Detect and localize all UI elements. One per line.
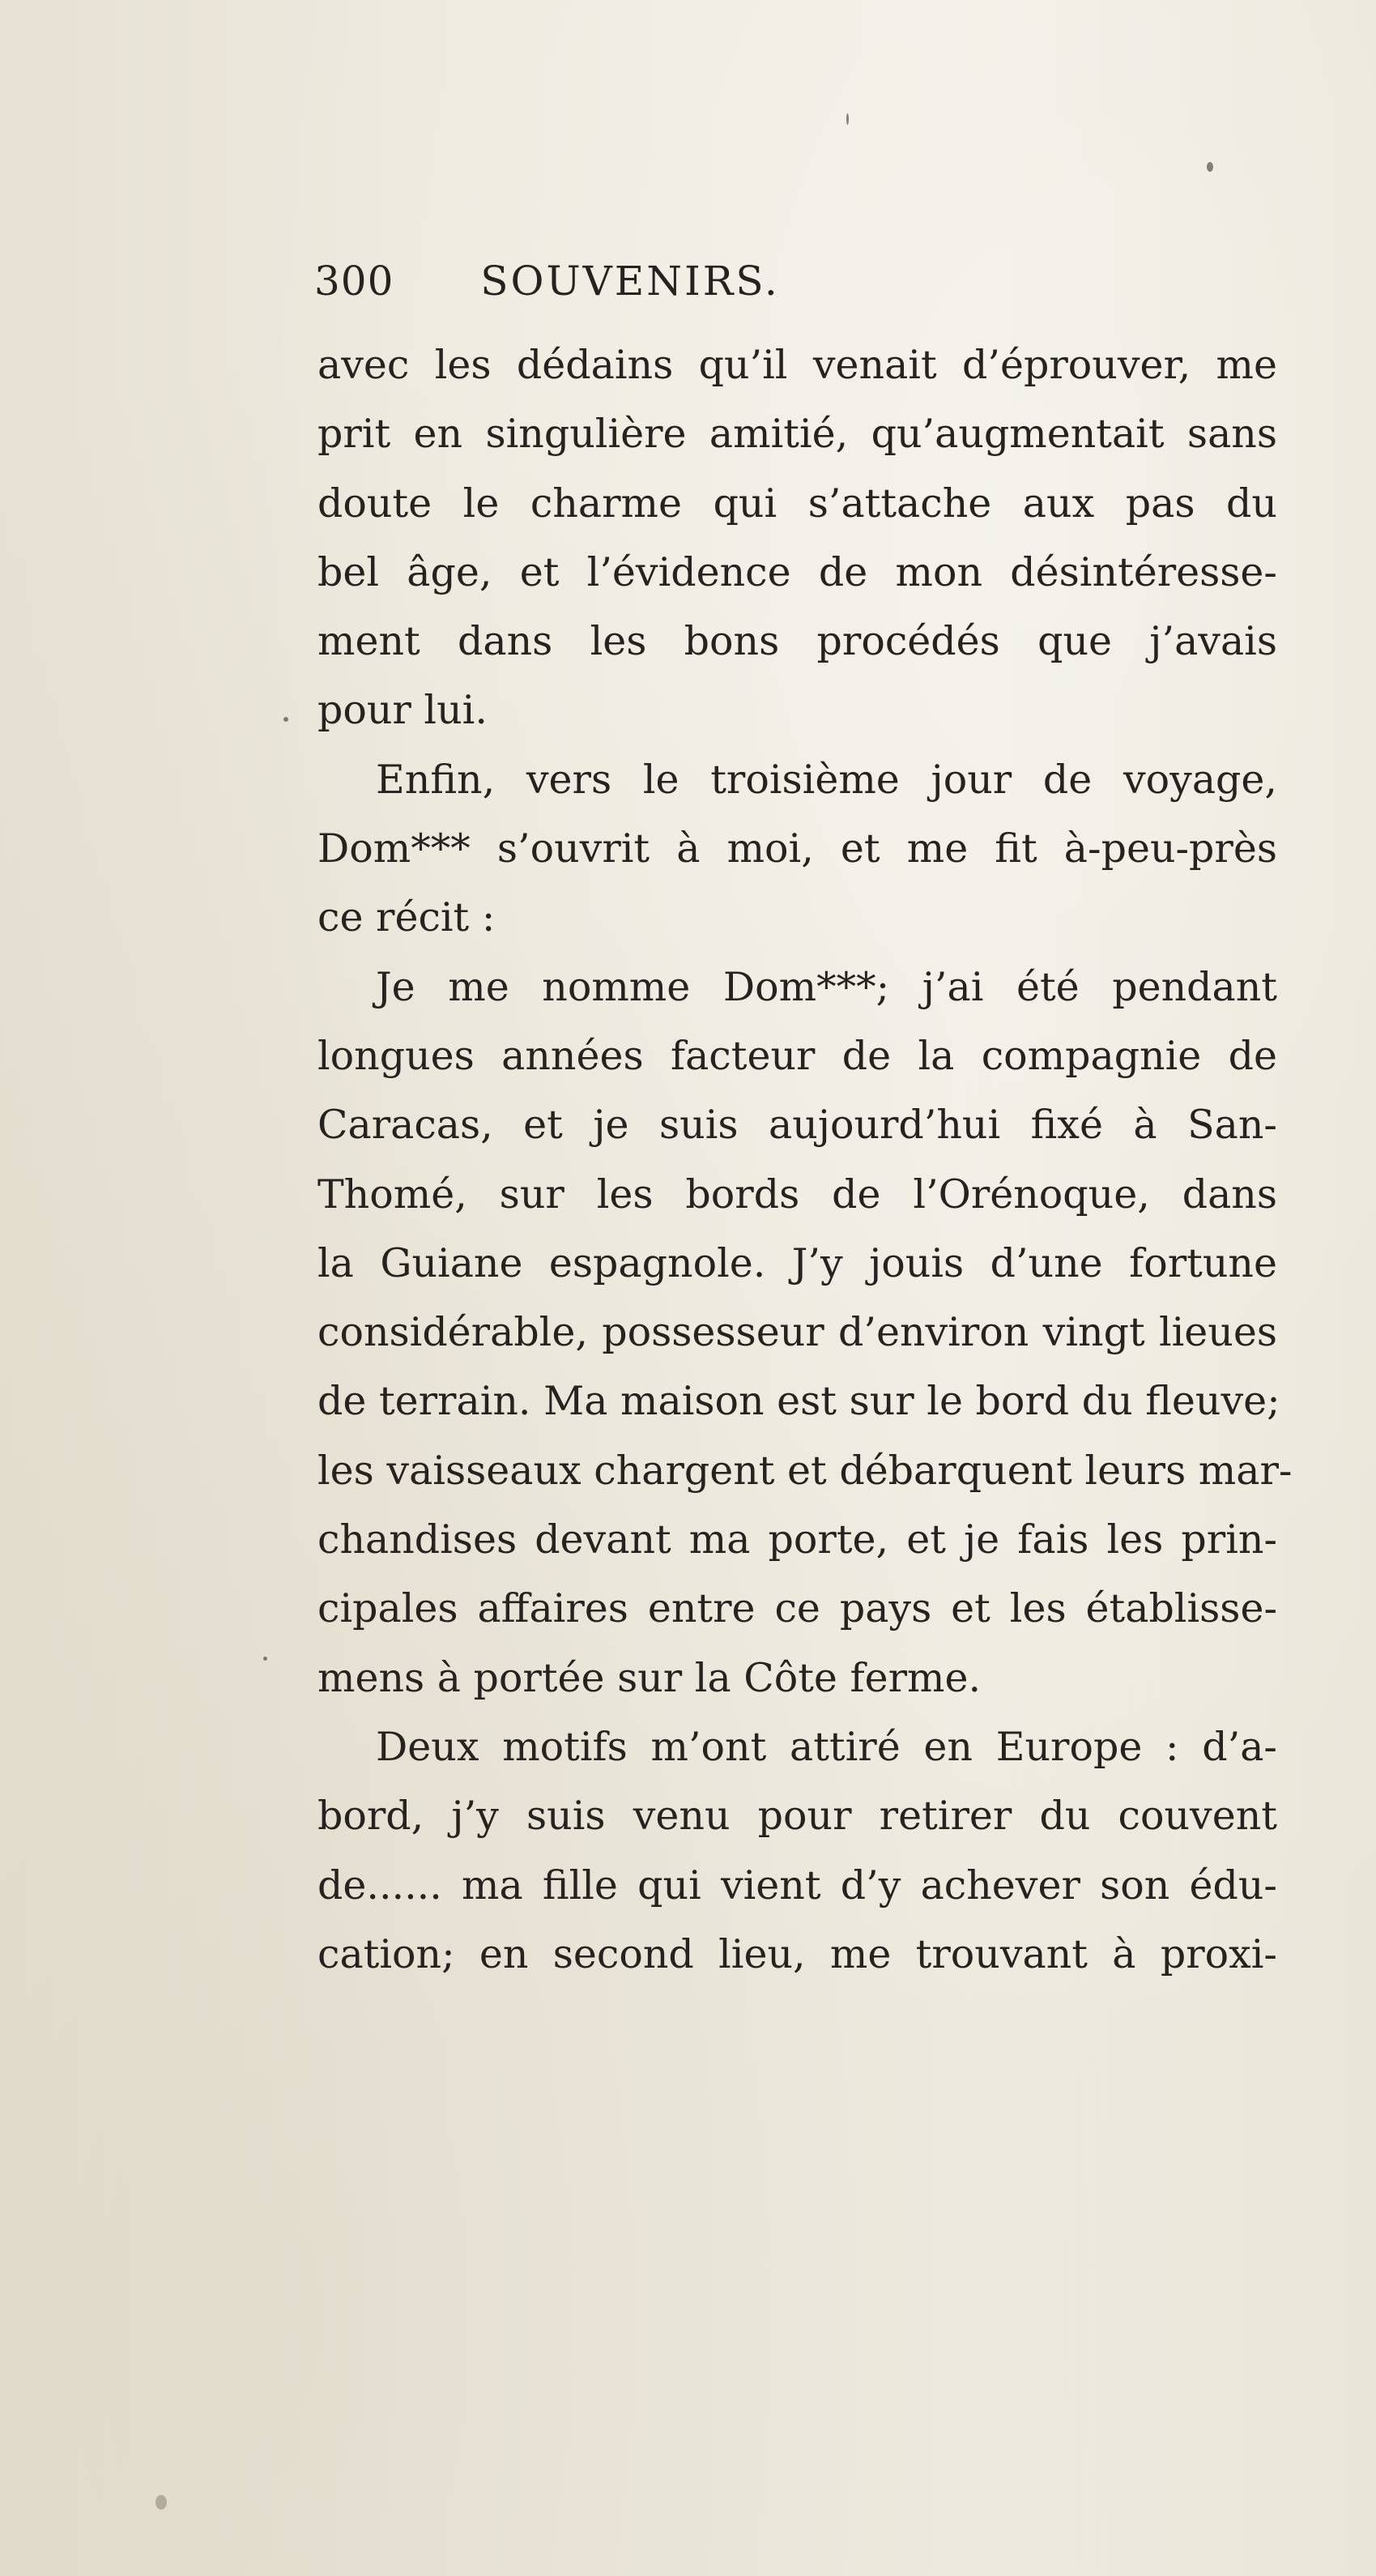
text-line: longues années facteur de la compagnie de [317, 1032, 1277, 1079]
paragraph-4 [317, 1712, 1277, 1989]
text-line: ce récit : [317, 894, 496, 941]
text-line: la Guiane espagnole. J’y jouis d’une fortune [317, 1239, 1277, 1286]
paragraph-2 [317, 745, 1277, 953]
text-line: doute le charme qui s’attache aux pas du [317, 480, 1277, 527]
text-line: Deux motifs m’ont attiré en Europe : d’a- [376, 1723, 1277, 1770]
text-line: de terrain. Ma maison est sur le bord du fleuve; [317, 1378, 1280, 1425]
text-line: considérable, possesseur d’environ vingt lieues [317, 1309, 1277, 1356]
text-line: les vaisseaux chargent et débarquent leurs mar- [317, 1447, 1293, 1494]
text-line: bord, j’y suis venu pour retirer du couvent [317, 1793, 1277, 1840]
text-line: chandises devant ma porte, et je fais les prin- [317, 1516, 1277, 1563]
text-line: Je me nomme Dom***; j’ai été pendant [376, 963, 1277, 1010]
paragraph-3 [317, 953, 1293, 1712]
paper-speck [155, 2495, 167, 2510]
text-line: Dom*** s’ouvrit à moi, et me fit à-peu-près [317, 825, 1277, 872]
paper-speck [283, 717, 288, 722]
text-line: bel âge, et l’évidence de mon désintéresse- [317, 548, 1277, 595]
text-line: ment dans les bons procédés que j’avais [317, 618, 1277, 665]
text-line: pour lui. [317, 687, 488, 734]
paper-speck [1207, 162, 1213, 172]
text-line: de...... ma fille qui vient d’y achever son édu- [317, 1862, 1277, 1909]
text-line: Enfin, vers le troisième jour de voyage, [376, 756, 1277, 803]
paper-speck [846, 113, 849, 125]
text-line: mens à portée sur la Côte ferme. [317, 1654, 982, 1701]
running-title: SOUVENIRS. [480, 258, 780, 305]
text-line: cipales affaires entre ce pays et les établisse- [317, 1585, 1277, 1632]
body-text [317, 331, 1293, 1989]
text-line: Thomé, sur les bords de l’Orénoque, dans [317, 1171, 1277, 1218]
paper-speck [263, 1657, 267, 1661]
text-line: prit en singulière amitié, qu’augmentait sans [317, 411, 1277, 458]
page-header [314, 258, 946, 314]
text-line: avec les dédains qu’il venait d’éprouver, me [317, 342, 1277, 388]
page-number: 300 [314, 258, 394, 305]
paragraph-1 [317, 331, 1277, 745]
text-line: cation; en second lieu, me trouvant à proxi- [317, 1930, 1277, 1977]
text-line: Caracas, et je suis aujourd’hui fixé à San- [317, 1102, 1277, 1149]
